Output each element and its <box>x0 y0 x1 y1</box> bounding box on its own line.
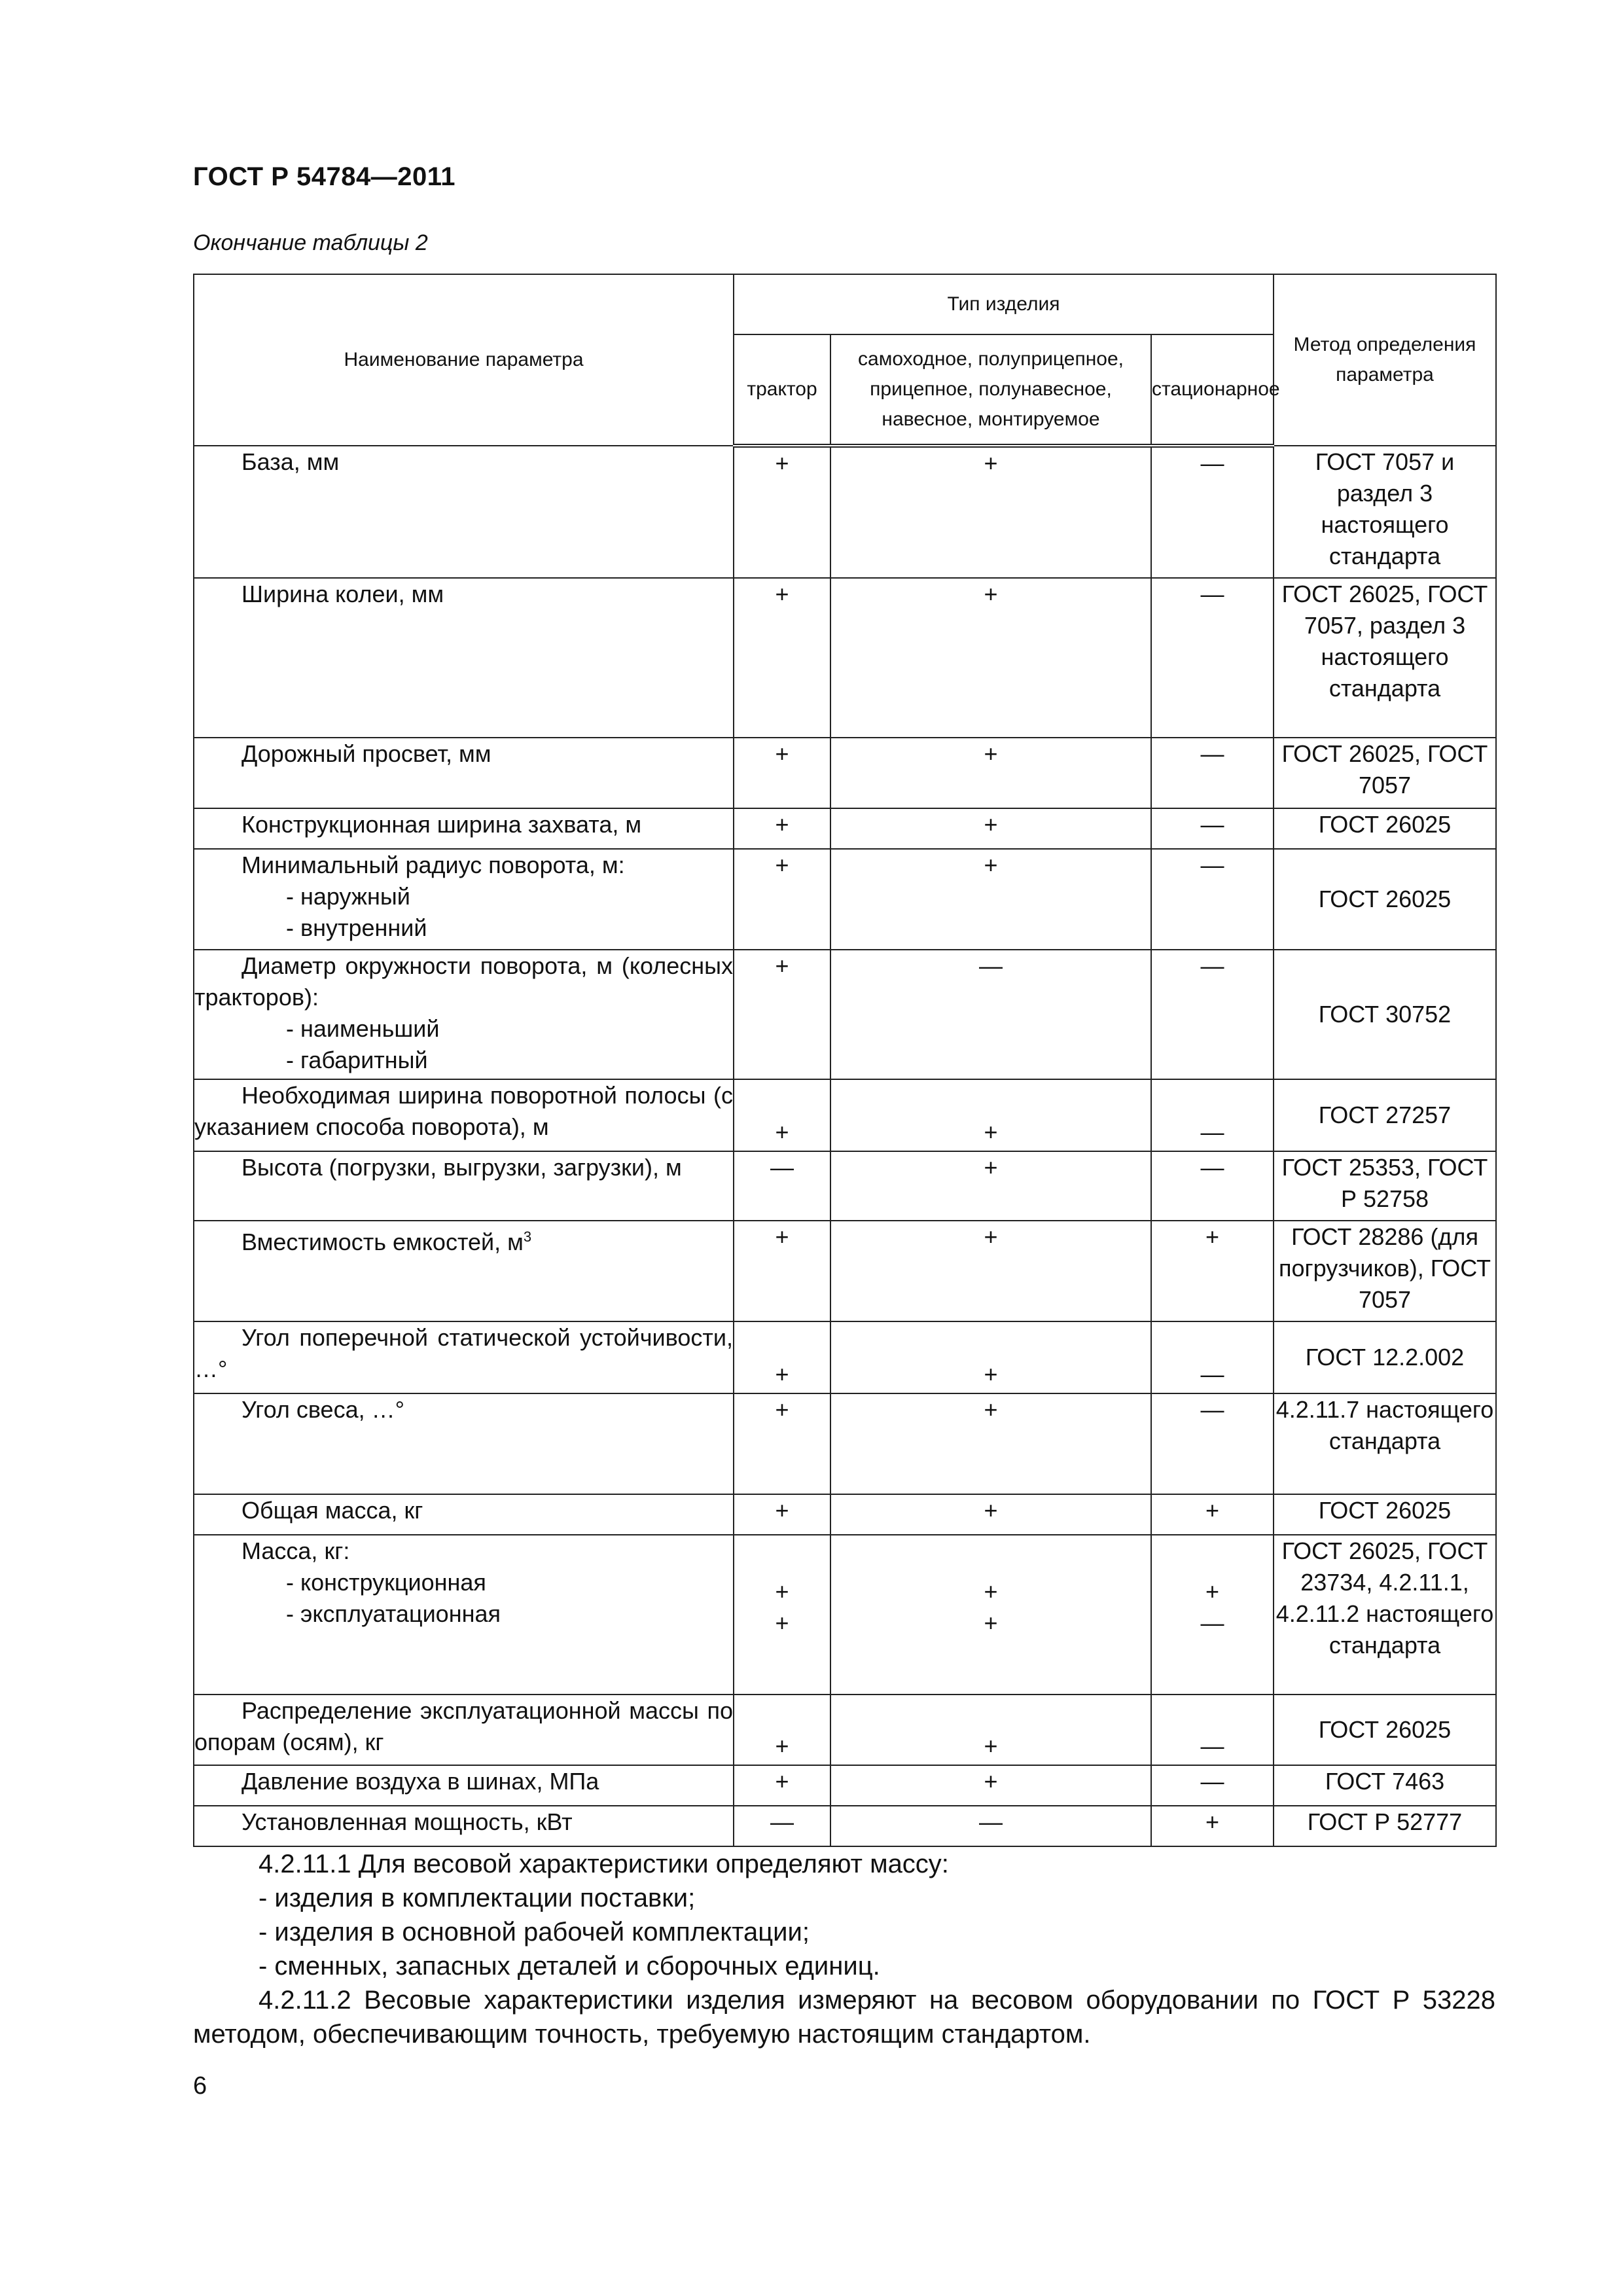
cell-tractor: + <box>734 1765 830 1806</box>
cell-method: ГОСТ 27257 <box>1274 1079 1496 1151</box>
superscript-unit: 3 <box>523 1229 532 1245</box>
table-row <box>194 1151 1496 1221</box>
cell-method: 4.2.11.7 настоящего стандарта <box>1274 1393 1496 1494</box>
cell-method: ГОСТ 25353, ГОСТ Р 52758 <box>1274 1151 1496 1221</box>
row-name: Высота (погрузки, выгрузки, загрузки), м <box>241 1154 682 1181</box>
cell-stationary: — <box>1151 1765 1274 1806</box>
cell-self-propelled: + <box>830 1393 1151 1494</box>
cell-stationary <box>1151 1535 1274 1695</box>
cell-tractor: + <box>734 950 830 1079</box>
parameters-table <box>193 274 1497 1847</box>
header-method: Метод определения параметра <box>1274 274 1496 446</box>
row-sub-item: - габаритный <box>286 1047 428 1073</box>
cell-method: ГОСТ 7057 и раздел 3 настоящего стандарта <box>1274 446 1496 578</box>
cell-method: ГОСТ 12.2.002 <box>1274 1321 1496 1393</box>
table-row <box>194 446 1496 578</box>
cell-method: ГОСТ 26025 <box>1274 1494 1496 1535</box>
row-name: Минимальный радиус поворота, м: <box>241 852 625 878</box>
cell-stationary: — <box>1151 1321 1274 1393</box>
row-name: Необходимая ширина поворотной полосы (с указанием способа поворота), м <box>194 1082 733 1140</box>
cell-method: ГОСТ Р 52777 <box>1274 1806 1496 1846</box>
table-row <box>194 849 1496 950</box>
cell-self-propelled: + <box>830 1695 1151 1765</box>
cell-tractor: + <box>734 1079 830 1151</box>
row-name: Ширина колеи, мм <box>241 581 444 607</box>
cell-self-propelled: + <box>830 578 1151 738</box>
mark-value: + <box>775 1578 789 1605</box>
cell-self-propelled: + <box>830 1321 1151 1393</box>
cell-method: ГОСТ 26025, ГОСТ 23734, 4.2.11.1, 4.2.11.2 настоящего стандарта <box>1274 1535 1496 1695</box>
cell-stationary: — <box>1151 950 1274 1079</box>
cell-method: ГОСТ 7463 <box>1274 1765 1496 1806</box>
cell-self-propelled: + <box>830 738 1151 808</box>
cell-tractor: + <box>734 849 830 950</box>
cell-stationary: — <box>1151 808 1274 849</box>
row-name: Дорожный просвет, мм <box>241 740 491 767</box>
row-name: Распределение эксплуатационной массы по опорам (осям), кг <box>194 1697 733 1755</box>
table-row <box>194 1535 1496 1695</box>
cell-self-propelled <box>830 1535 1151 1695</box>
cell-self-propelled: — <box>830 1806 1151 1846</box>
cell-stationary: — <box>1151 849 1274 950</box>
table-row <box>194 950 1496 1079</box>
cell-tractor: + <box>734 1695 830 1765</box>
row-name: Установленная мощность, кВт <box>241 1808 573 1835</box>
row-sub-item: - конструкционная <box>286 1569 486 1596</box>
cell-tractor: + <box>734 446 830 578</box>
cell-stationary: — <box>1151 578 1274 738</box>
cell-tractor <box>734 1535 830 1695</box>
row-name: Конструкционная ширина захвата, м <box>241 811 642 838</box>
cell-method: ГОСТ 26025 <box>1274 808 1496 849</box>
table-row <box>194 1494 1496 1535</box>
cell-stationary: + <box>1151 1806 1274 1846</box>
cell-tractor: + <box>734 1393 830 1494</box>
mark-value: + <box>1205 1578 1220 1605</box>
header-tractor: трактор <box>734 334 830 446</box>
cell-self-propelled: + <box>830 808 1151 849</box>
row-name: Диаметр окружности поворота, м (колесных тракторов): <box>194 952 733 1011</box>
row-name: Угол поперечной статической устойчивости, …° <box>194 1324 733 1382</box>
table-row <box>194 1806 1496 1846</box>
cell-tractor: + <box>734 578 830 738</box>
header-product-type: Тип изделия <box>734 274 1274 334</box>
cell-tractor: + <box>734 738 830 808</box>
cell-tractor: + <box>734 1221 830 1321</box>
row-sub-item: - наружный <box>286 883 410 910</box>
cell-self-propelled: + <box>830 1765 1151 1806</box>
document-code: ГОСТ Р 54784—2011 <box>193 162 455 191</box>
cell-method: ГОСТ 26025 <box>1274 1695 1496 1765</box>
cell-stationary: — <box>1151 1393 1274 1494</box>
table-caption: Окончание таблицы 2 <box>193 230 428 255</box>
table-row <box>194 808 1496 849</box>
header-self-propelled: самоходное, полуприцепное, прицепное, полунавесное, навесное, монтируемое <box>830 334 1151 446</box>
cell-self-propelled: + <box>830 1494 1151 1535</box>
row-name-text: Вместимость емкостей, м <box>241 1229 524 1255</box>
mark-value: — <box>1200 1609 1224 1636</box>
cell-self-propelled: + <box>830 849 1151 950</box>
mark-value: + <box>984 1578 998 1605</box>
table-row <box>194 1079 1496 1151</box>
table-row <box>194 1695 1496 1765</box>
page-number: 6 <box>193 2072 207 2100</box>
cell-method: ГОСТ 26025, ГОСТ 7057 <box>1274 738 1496 808</box>
row-sub-item: - наименьший <box>286 1015 440 1042</box>
cell-self-propelled: + <box>830 1221 1151 1321</box>
row-sub-item: - внутренний <box>286 914 427 941</box>
table-row <box>194 1393 1496 1494</box>
cell-tractor: + <box>734 808 830 849</box>
cell-tractor: + <box>734 1321 830 1393</box>
cell-self-propelled: + <box>830 1079 1151 1151</box>
row-name <box>194 1221 733 1258</box>
list-item: - изделия в комплектации поставки; <box>259 1884 696 1912</box>
cell-self-propelled: — <box>830 950 1151 1079</box>
table-row <box>194 1321 1496 1393</box>
cell-method: ГОСТ 26025, ГОСТ 7057, раздел 3 настоящего стандарта <box>1274 578 1496 738</box>
mark-value: + <box>775 1609 789 1636</box>
row-sub-item: - эксплуатационная <box>286 1600 501 1627</box>
cell-stationary: + <box>1151 1494 1274 1535</box>
cell-tractor: — <box>734 1806 830 1846</box>
mark-value: + <box>984 1609 998 1636</box>
cell-stationary: — <box>1151 1151 1274 1221</box>
cell-stationary: — <box>1151 446 1274 578</box>
cell-stationary: — <box>1151 738 1274 808</box>
table-row <box>194 578 1496 738</box>
paragraph-4-2-11-2: 4.2.11.2 Весовые характеристики изделия измеряют на весовом оборудовании по ГОСТ Р 53228 методом, обеспечивающим точность, требуемую настоящим стандартом. <box>193 1986 1495 2049</box>
cell-tractor: + <box>734 1494 830 1535</box>
body-text <box>193 1847 1495 2051</box>
cell-self-propelled: + <box>830 1151 1151 1221</box>
cell-stationary: + <box>1151 1221 1274 1321</box>
cell-method: ГОСТ 28286 (для погрузчиков), ГОСТ 7057 <box>1274 1221 1496 1321</box>
cell-stationary: — <box>1151 1695 1274 1765</box>
table-row <box>194 1221 1496 1321</box>
row-name: Давление воздуха в шинах, МПа <box>241 1768 599 1795</box>
table-row <box>194 738 1496 808</box>
cell-stationary: — <box>1151 1079 1274 1151</box>
cell-self-propelled: + <box>830 446 1151 578</box>
list-item: - изделия в основной рабочей комплектации; <box>259 1918 810 1946</box>
list-item: - сменных, запасных деталей и сборочных единиц. <box>259 1952 880 1981</box>
table-row <box>194 1765 1496 1806</box>
cell-method: ГОСТ 26025 <box>1274 849 1496 950</box>
row-name: Масса, кг: <box>241 1537 350 1564</box>
header-stationary: стационарное <box>1151 334 1274 446</box>
row-name: Угол свеса, …° <box>241 1396 404 1423</box>
paragraph-4-2-11-1: 4.2.11.1 Для весовой характеристики определяют массу: <box>259 1850 949 1878</box>
cell-tractor: — <box>734 1151 830 1221</box>
row-name: База, мм <box>241 448 340 475</box>
header-param-name: Наименование параметра <box>194 274 734 446</box>
row-name: Общая масса, кг <box>241 1497 423 1524</box>
cell-method: ГОСТ 30752 <box>1274 950 1496 1079</box>
